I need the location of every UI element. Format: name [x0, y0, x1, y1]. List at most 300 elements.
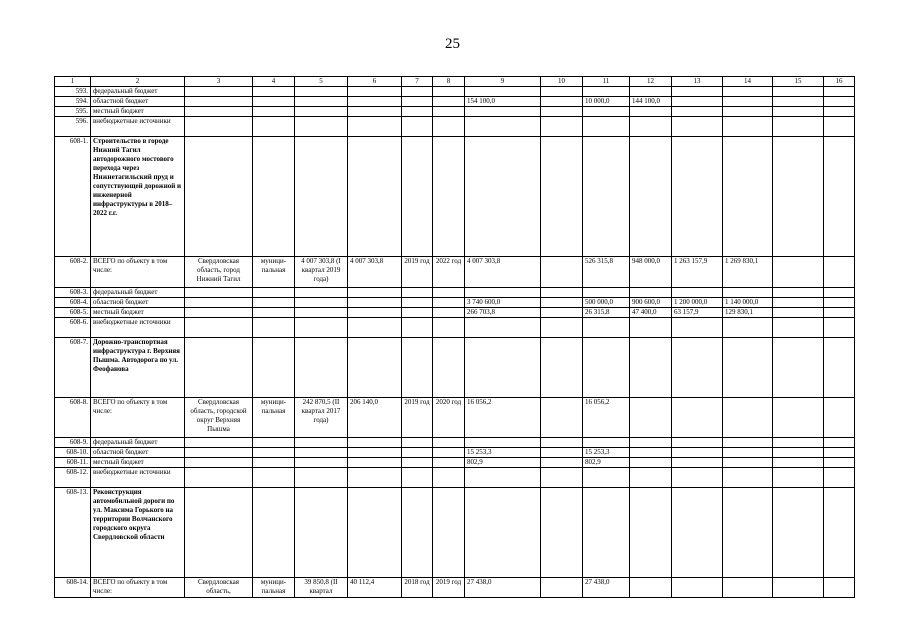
table-row	[55, 468, 855, 488]
table-cell	[630, 438, 672, 448]
table-cell	[583, 107, 630, 117]
table-cell: 608-14.	[55, 578, 91, 598]
table-cell	[348, 87, 402, 97]
table-cell	[433, 468, 465, 488]
table-cell: 608-6.	[55, 318, 91, 338]
table-cell	[402, 438, 433, 448]
table-cell: 63 157,9	[672, 308, 723, 318]
table-cell	[541, 107, 583, 117]
table-row	[55, 298, 855, 308]
table-cell: 4 007 303,8 (I квартал 2019 года)	[295, 257, 348, 288]
table-cell	[185, 97, 253, 107]
table-cell	[465, 468, 541, 488]
table-cell	[630, 398, 672, 438]
table-cell	[824, 298, 855, 308]
table-cell	[723, 137, 773, 257]
table-cell: 16 056,2	[465, 398, 541, 438]
table-cell	[253, 318, 295, 338]
table-cell	[433, 458, 465, 468]
table-cell	[541, 398, 583, 438]
table-cell	[253, 438, 295, 448]
table-cell	[723, 438, 773, 448]
table-cell	[185, 107, 253, 117]
table-cell	[583, 468, 630, 488]
table-cell	[630, 87, 672, 97]
table-cell	[253, 97, 295, 107]
table-cell: 242 870,5 (II квартал 2017 года)	[295, 398, 348, 438]
table-cell: 596.	[55, 117, 91, 137]
table-cell	[824, 468, 855, 488]
table-cell	[824, 308, 855, 318]
table-cell	[253, 298, 295, 308]
table-cell	[723, 288, 773, 298]
table-cell: 608-9.	[55, 438, 91, 448]
table-cell: Реконструкция автомобильной дороги по ул. Максима Горького на территории Волчанского городского округа Свердловской области	[91, 488, 185, 578]
table-cell	[541, 288, 583, 298]
table-cell	[773, 438, 824, 448]
table-cell: 2019 год	[402, 257, 433, 288]
table-cell	[824, 398, 855, 438]
table-row	[55, 107, 855, 117]
table-cell: 608-4.	[55, 298, 91, 308]
table-cell	[824, 338, 855, 398]
table-cell: 608-1.	[55, 137, 91, 257]
table-row	[55, 87, 855, 97]
table-cell	[583, 87, 630, 97]
table-cell	[295, 458, 348, 468]
table-cell	[824, 107, 855, 117]
table-cell	[433, 117, 465, 137]
table-cell: 1 269 830,1	[723, 257, 773, 288]
table-cell	[465, 117, 541, 137]
table-cell	[630, 318, 672, 338]
table-cell	[402, 448, 433, 458]
table-cell	[295, 97, 348, 107]
table-cell	[295, 298, 348, 308]
table-cell	[541, 87, 583, 97]
table-cell	[348, 97, 402, 107]
table-cell: муници-пальная	[253, 578, 295, 598]
table-cell	[348, 338, 402, 398]
table-cell	[824, 448, 855, 458]
table-cell: 526 315,8	[583, 257, 630, 288]
table-cell	[402, 117, 433, 137]
table-cell	[295, 468, 348, 488]
table-cell: 1 200 000,0	[672, 298, 723, 308]
table-row	[55, 438, 855, 448]
table-cell	[630, 488, 672, 578]
table-cell: 154 100,0	[465, 97, 541, 107]
table-cell	[630, 448, 672, 458]
table-row	[55, 398, 855, 438]
table-cell: Свердловская область,	[185, 578, 253, 598]
table-cell: местный бюджет	[91, 458, 185, 468]
table-cell	[630, 458, 672, 468]
table-cell	[402, 87, 433, 97]
table-cell: 4 007 303,8	[348, 257, 402, 288]
table-cell	[295, 137, 348, 257]
table-cell	[824, 97, 855, 107]
table-cell	[824, 488, 855, 578]
table-cell	[402, 458, 433, 468]
table-cell	[583, 137, 630, 257]
table-cell	[348, 438, 402, 448]
table-cell: 39 850,8 (II квартал	[295, 578, 348, 598]
table-cell	[185, 308, 253, 318]
table-cell: 40 112,4	[348, 578, 402, 598]
table-cell: 608-2.	[55, 257, 91, 288]
table-cell: областной бюджет	[91, 448, 185, 458]
table-cell	[672, 398, 723, 438]
table-cell	[723, 318, 773, 338]
table-cell	[295, 318, 348, 338]
table-cell	[465, 438, 541, 448]
table-cell	[773, 117, 824, 137]
table-cell: 1 140 000,0	[723, 298, 773, 308]
table-cell	[672, 87, 723, 97]
table-cell	[541, 488, 583, 578]
table-header-row	[55, 77, 855, 87]
table-cell	[185, 448, 253, 458]
table-cell	[773, 488, 824, 578]
table-cell	[433, 448, 465, 458]
table-cell	[541, 438, 583, 448]
table-cell	[185, 438, 253, 448]
table-cell: 608-5.	[55, 308, 91, 318]
table-cell	[185, 87, 253, 97]
table-cell: 2020 год	[433, 398, 465, 438]
table-cell	[723, 87, 773, 97]
table-cell: 10 000,0	[583, 97, 630, 107]
table-cell	[773, 308, 824, 318]
table-cell: Строительство в городе Нижний Тагил автодорожного мостового перехода через Нижнетагильский пруд и сопутствующей дорожной и инженерной инфраструктуры в 2018–2022 г.г.	[91, 137, 185, 257]
table-cell	[773, 87, 824, 97]
table-cell: ВСЕГО по объекту в том числе:	[91, 398, 185, 438]
table-cell	[348, 468, 402, 488]
table-cell: Дорожно-транспортная инфраструктура г. Верхняя Пышма. Автодорога по ул. Феофанова	[91, 338, 185, 398]
table-cell: внебюджетные источники	[91, 117, 185, 137]
table-cell	[433, 338, 465, 398]
table-cell	[672, 288, 723, 298]
table-row	[55, 117, 855, 137]
table-row	[55, 308, 855, 318]
table-cell	[773, 338, 824, 398]
table-cell	[185, 458, 253, 468]
column-header: 1	[55, 77, 91, 87]
table-cell	[583, 438, 630, 448]
investment-table	[54, 76, 855, 598]
table-cell	[824, 117, 855, 137]
table-cell: местный бюджет	[91, 107, 185, 117]
table-cell: 593.	[55, 87, 91, 97]
table-cell	[541, 97, 583, 107]
table-cell: 2018 год	[402, 578, 433, 598]
column-header: 14	[723, 77, 773, 87]
table-cell: местный бюджет	[91, 308, 185, 318]
table-row	[55, 318, 855, 338]
table-cell	[824, 87, 855, 97]
table-cell	[402, 288, 433, 298]
table-cell: 3 740 600,0	[465, 298, 541, 308]
table-cell	[723, 107, 773, 117]
table-cell	[773, 468, 824, 488]
table-cell	[348, 318, 402, 338]
table-cell	[541, 298, 583, 308]
table-cell	[773, 318, 824, 338]
table-cell	[723, 448, 773, 458]
table-cell	[630, 468, 672, 488]
table-cell	[433, 298, 465, 308]
table-cell	[465, 137, 541, 257]
table-cell: областной бюджет	[91, 298, 185, 308]
table-cell	[433, 288, 465, 298]
table-cell	[773, 578, 824, 598]
table-cell	[773, 107, 824, 117]
table-row	[55, 488, 855, 578]
table-cell	[295, 308, 348, 318]
table-cell	[465, 338, 541, 398]
table-cell	[541, 338, 583, 398]
table-cell	[630, 107, 672, 117]
column-header: 11	[583, 77, 630, 87]
table-cell	[672, 468, 723, 488]
table-cell	[402, 488, 433, 578]
table-cell: 16 056,2	[583, 398, 630, 438]
table-cell	[185, 137, 253, 257]
table-cell	[672, 137, 723, 257]
table-cell	[672, 117, 723, 137]
table-cell	[402, 97, 433, 107]
table-cell	[253, 107, 295, 117]
table-cell	[672, 488, 723, 578]
table-cell	[723, 458, 773, 468]
table-cell	[295, 338, 348, 398]
table-cell	[348, 288, 402, 298]
table-cell: 608-13.	[55, 488, 91, 578]
table-cell	[541, 137, 583, 257]
table-cell	[583, 488, 630, 578]
table-cell	[723, 578, 773, 598]
column-header: 7	[402, 77, 433, 87]
table-cell	[583, 338, 630, 398]
table-cell	[253, 117, 295, 137]
table-cell: внебюджетные источники	[91, 468, 185, 488]
table-cell: внебюджетные источники	[91, 318, 185, 338]
table-cell	[465, 87, 541, 97]
table-cell	[541, 458, 583, 468]
table-cell	[348, 308, 402, 318]
table-cell	[723, 468, 773, 488]
table-cell	[773, 448, 824, 458]
table-cell	[433, 308, 465, 318]
table-cell	[402, 308, 433, 318]
table-cell	[433, 97, 465, 107]
table-cell	[348, 458, 402, 468]
table-cell	[295, 107, 348, 117]
table-cell: Свердловская область, город Нижний Тагил	[185, 257, 253, 288]
table-cell	[824, 578, 855, 598]
table-cell	[433, 438, 465, 448]
table-cell: 2022 год	[433, 257, 465, 288]
table-cell	[630, 137, 672, 257]
table-cell: 608-11.	[55, 458, 91, 468]
table-cell: 595.	[55, 107, 91, 117]
table-cell	[723, 398, 773, 438]
table-cell	[295, 438, 348, 448]
column-header: 15	[773, 77, 824, 87]
table-row	[55, 288, 855, 298]
table-cell	[583, 288, 630, 298]
table-cell	[253, 488, 295, 578]
table-cell	[465, 488, 541, 578]
page-number: 25	[445, 36, 460, 52]
table-cell: 15 253,3	[465, 448, 541, 458]
table-body	[55, 77, 855, 598]
table-cell	[672, 318, 723, 338]
table-cell: муници-пальная	[253, 398, 295, 438]
table-cell	[402, 137, 433, 257]
table-cell	[433, 87, 465, 97]
table-cell	[583, 117, 630, 137]
table-cell	[672, 458, 723, 468]
table-cell: 266 703,8	[465, 308, 541, 318]
table-cell	[723, 338, 773, 398]
table-cell	[185, 318, 253, 338]
column-header: 13	[672, 77, 723, 87]
table-cell	[433, 107, 465, 117]
table-cell: 27 438,0	[465, 578, 541, 598]
table-cell: 15 253,3	[583, 448, 630, 458]
table-cell	[295, 117, 348, 137]
table-cell	[723, 117, 773, 137]
table-cell	[773, 458, 824, 468]
table-cell	[773, 137, 824, 257]
table-cell	[773, 97, 824, 107]
column-header: 5	[295, 77, 348, 87]
table-cell	[630, 117, 672, 137]
table-cell	[541, 318, 583, 338]
table-cell	[630, 338, 672, 398]
table-cell: 26 315,8	[583, 308, 630, 318]
table-cell	[402, 468, 433, 488]
table-cell: 2019 год	[433, 578, 465, 598]
table-cell	[465, 288, 541, 298]
table-cell	[723, 97, 773, 107]
table-cell	[824, 137, 855, 257]
table-cell: 1 263 157,9	[672, 257, 723, 288]
table-cell	[348, 107, 402, 117]
table-cell	[672, 97, 723, 107]
table-cell: Свердловская область, городской округ Верхняя Пышма	[185, 398, 253, 438]
table-cell	[295, 448, 348, 458]
table-cell	[253, 338, 295, 398]
table-cell: 802,9	[583, 458, 630, 468]
table-cell	[185, 288, 253, 298]
table-cell	[402, 318, 433, 338]
column-header: 8	[433, 77, 465, 87]
table-cell	[723, 488, 773, 578]
table-cell: 608-12.	[55, 468, 91, 488]
table-cell: федеральный бюджет	[91, 87, 185, 97]
table-cell	[433, 137, 465, 257]
table-cell	[824, 318, 855, 338]
table-cell	[348, 488, 402, 578]
table-cell	[253, 137, 295, 257]
table-cell: 802,9	[465, 458, 541, 468]
table-cell	[824, 257, 855, 288]
table-cell: 594.	[55, 97, 91, 107]
table-row	[55, 448, 855, 458]
table-cell	[185, 468, 253, 488]
table-row	[55, 257, 855, 288]
table-row	[55, 137, 855, 257]
table-cell: 2019 год	[402, 398, 433, 438]
column-header: 12	[630, 77, 672, 87]
table-cell	[541, 117, 583, 137]
table-cell: 948 000,0	[630, 257, 672, 288]
column-header: 6	[348, 77, 402, 87]
table-cell: областной бюджет	[91, 97, 185, 107]
table-cell	[253, 448, 295, 458]
table-cell: ВСЕГО по объекту в том числе:	[91, 578, 185, 598]
table-cell	[433, 318, 465, 338]
table-row	[55, 578, 855, 598]
table-cell	[630, 578, 672, 598]
table-cell: 608-10.	[55, 448, 91, 458]
table-row	[55, 97, 855, 107]
table-cell	[295, 288, 348, 298]
table-cell: 608-8.	[55, 398, 91, 438]
table-cell	[185, 488, 253, 578]
table-cell	[541, 448, 583, 458]
table-cell	[773, 398, 824, 438]
table-cell	[402, 338, 433, 398]
table-cell	[433, 488, 465, 578]
column-header: 9	[465, 77, 541, 87]
column-header: 2	[91, 77, 185, 87]
table-cell	[402, 298, 433, 308]
table-cell: муници-пальная	[253, 257, 295, 288]
table-cell	[672, 448, 723, 458]
table-cell	[348, 448, 402, 458]
table-cell	[295, 87, 348, 97]
table-cell	[541, 578, 583, 598]
table-cell	[465, 107, 541, 117]
table-cell	[541, 468, 583, 488]
table-cell	[348, 117, 402, 137]
table-cell	[185, 338, 253, 398]
table-cell	[295, 488, 348, 578]
table-row	[55, 338, 855, 398]
column-header: 4	[253, 77, 295, 87]
table-cell: 144 100,0	[630, 97, 672, 107]
table-cell	[824, 438, 855, 448]
table-cell	[773, 257, 824, 288]
table-cell	[824, 288, 855, 298]
table-cell	[583, 318, 630, 338]
table-cell	[773, 288, 824, 298]
table-cell	[348, 137, 402, 257]
table-cell	[253, 288, 295, 298]
table-cell: 900 600,0	[630, 298, 672, 308]
table-cell: ВСЕГО по объекту в том числе:	[91, 257, 185, 288]
table-cell	[773, 298, 824, 308]
table-cell: 47 400,0	[630, 308, 672, 318]
table-cell: федеральный бюджет	[91, 288, 185, 298]
table-cell	[465, 318, 541, 338]
table-cell	[672, 578, 723, 598]
column-header: 3	[185, 77, 253, 87]
